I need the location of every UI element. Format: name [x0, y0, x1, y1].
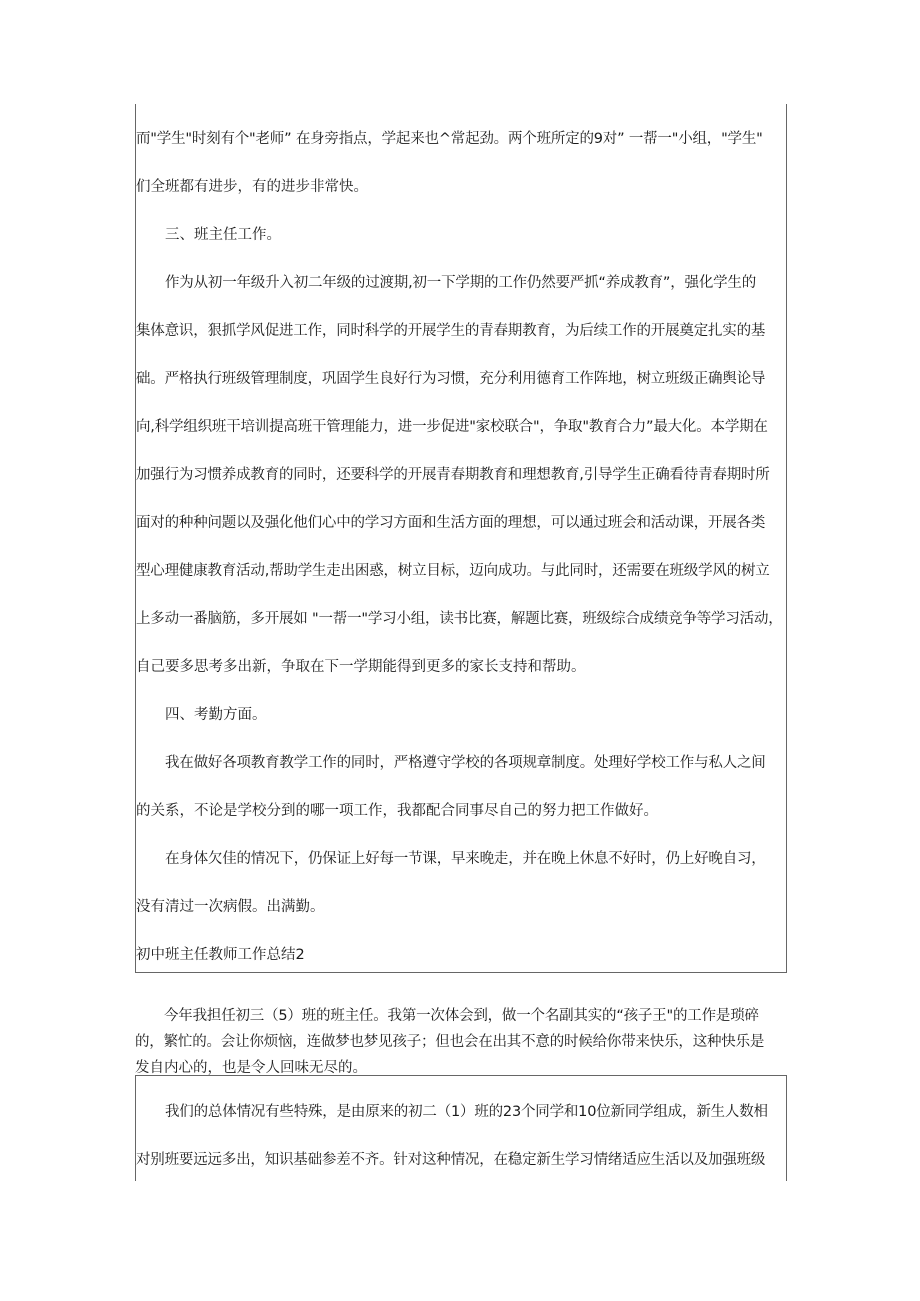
text-line: 我们的总体情况有些特殊，是由原来的初二（1）班的23个同学和10位新同学组成，新生人数相 [165, 1104, 768, 1120]
text-line: 而"学生"时刻有个"老师” 在身旁指点，学起来也^常起劲。两个班所定的9对” 一帮一"小组，"学生" [136, 131, 763, 147]
document-subtitle: 初中班主任教师工作总结2 [136, 947, 305, 963]
text-line: 上多动一番脑筋，多开展如 "一帮一"学习小组，读书比赛，解题比赛，班级综合成绩竞争等学习活动， [136, 611, 783, 627]
section-heading-3: 三、班主任工作。 [165, 227, 281, 243]
intro-line: 发自内心的，也是令人回味无尽的。 [135, 1060, 367, 1076]
text-box-section-1 [135, 104, 787, 973]
text-line: 自己要多思考多出新，争取在下一学期能得到更多的家长支持和帮助。 [136, 659, 586, 675]
text-line: 加强行为习惯养成教育的同时，还要科学的开展青春期教育和理想教育,引导学生正确看待青春期时所 [136, 467, 770, 483]
intro-line: 的，繁忙的。会让你烦恼，连做梦也梦见孩子；但也会在出其不意的时候给你带来快乐，这种快乐是 [135, 1034, 765, 1050]
intro-line: 今年我担任初三（5）班的班主任。我第一次体会到，做一个名副其实的“孩子王"的工作是琐碎 [164, 1008, 759, 1024]
text-line: 我在做好各项教育教学工作的同时，严格遵守学校的各项规章制度。处理好学校工作与私人之间 [165, 755, 766, 771]
text-line: 面对的种种问题以及强化他们心中的学习方面和生活方面的理想，可以通过班会和活动课，开展各类 [136, 515, 766, 531]
text-line: 在身体欠佳的情况下，仍保证上好每一节课，早来晚走，并在晚上休息不好时，仍上好晚自习， [165, 851, 766, 867]
text-line: 集体意识，狠抓学风促进工作，同时科学的开展学生的青春期教育，为后续工作的开展奠定扎实的基 [136, 323, 766, 339]
section-heading-4: 四、考勤方面。 [165, 707, 267, 723]
text-line: 对别班要远远多出，知识基础参差不齐。针对这种情况，在稳定新生学习情绪适应生活以及加强班级 [136, 1152, 766, 1168]
text-line: 们全班都有进步，有的进步非常快。 [136, 179, 368, 195]
text-line: 型心理健康教育活动,帮助学生走出困惑，树立目标，迈向成功。与此同时，还需要在班级学风的树立 [136, 563, 770, 579]
text-line: 的关系，不论是学校分到的哪一项工作，我都配合同事尽自己的努力把工作做好。 [136, 803, 658, 819]
text-line: 作为从初一年级升入初二年级的过渡期,初一下学期的工作仍然要严抓“养成教育”，强化学生的 [165, 275, 757, 291]
text-box-section-2 [135, 1075, 787, 1181]
text-line: 向,科学组织班干培训提高班干管理能力，进一步促进"家校联合"，争取"教育合力”最大化。本学期在 [136, 419, 768, 435]
text-line: 础。严格执行班级管理制度，巩固学生良好行为习惯，充分利用德育工作阵地，树立班级正确舆论导 [136, 371, 766, 387]
text-line: 没有清过一次病假。出满勤。 [136, 899, 325, 915]
